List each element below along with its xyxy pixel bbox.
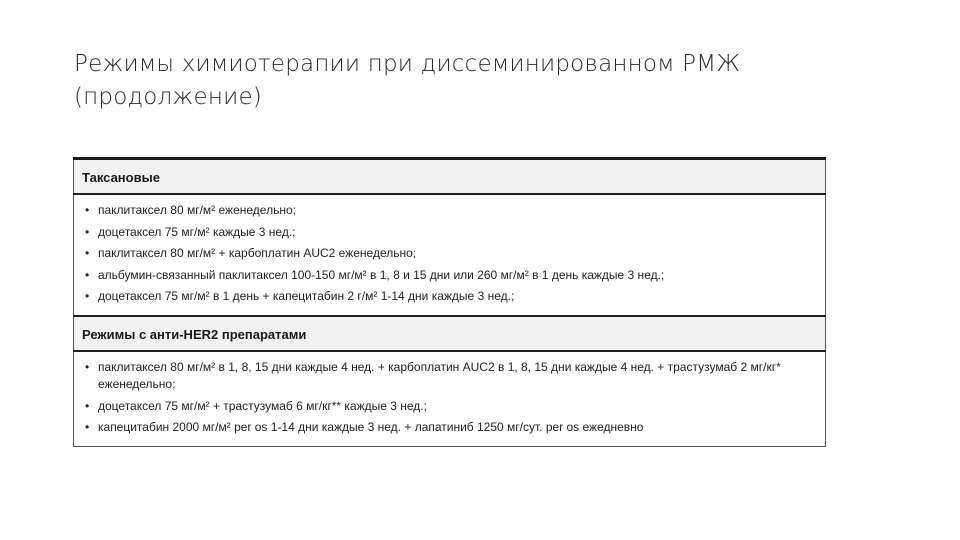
list-item: • паклитаксел 80 мг/м² в 1, 8, 15 дни каждые 4 нед. + карбоплатин AUC2 в 1, 8, 15 дни каждые 4 нед. + трастузумаб 2 мг/кг* еженедельно;	[84, 359, 817, 394]
section-header-label: Таксановые	[74, 159, 826, 195]
section-header-label: Режимы с анти-HER2 препаратами	[74, 316, 826, 351]
list-item: • доцетаксел 75 мг/м² каждые 3 нед.;	[84, 224, 817, 242]
list-item: • доцетаксел 75 мг/м² в 1 день + капецитабин 2 г/м² 1-14 дни каждые 3 нед.;	[84, 288, 817, 306]
section-header-anti-her2	[74, 316, 826, 351]
section-header-taxanes	[74, 159, 826, 195]
list-item: • альбумин-связанный паклитаксел 100-150 мг/м² в 1, 8 и 15 дни или 260 мг/м² в 1 день каждые 3 нед.;	[84, 267, 817, 285]
slide-title	[74, 48, 894, 114]
list-item: • капецитабин 2000 мг/м² per os 1-14 дни каждые 3 нед. + лапатиниб 1250 мг/сут. per os ежедневно	[84, 419, 817, 437]
slide-title-line-2: (продолжение)	[74, 84, 262, 110]
slide-title-line-1: Режимы химиотерапии при диссеминированном РМЖ	[74, 51, 741, 77]
regimen-list	[84, 202, 817, 306]
list-item: • доцетаксел 75 мг/м² + трастузумаб 6 мг/кг** каждые 3 нед.;	[84, 398, 817, 416]
list-item: • паклитаксел 80 мг/м² еженедельно;	[84, 202, 817, 220]
list-item: • паклитаксел 80 мг/м² + карбоплатин AUC2 еженедельно;	[84, 245, 817, 263]
regimen-table	[73, 157, 826, 447]
section-body-anti-her2	[74, 351, 826, 447]
section-body-taxanes	[74, 194, 826, 316]
regimen-list	[84, 359, 817, 437]
